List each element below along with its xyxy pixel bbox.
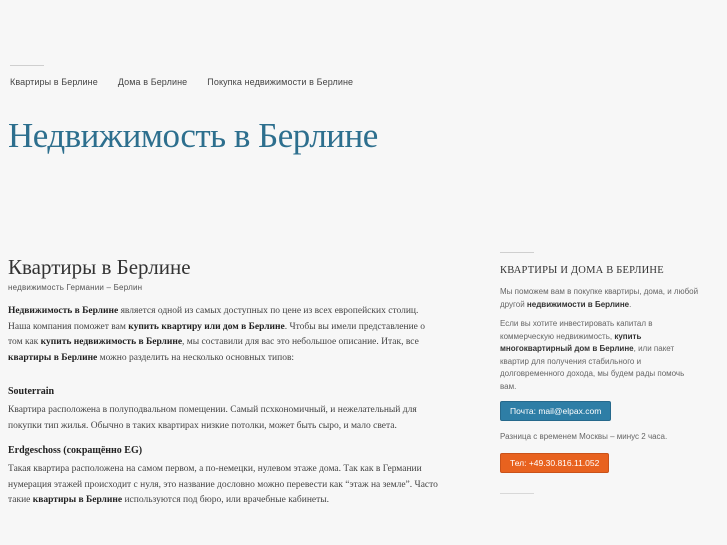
section-heading-erdgeschoss: Erdgeschoss (сокращённо EG) — [8, 445, 143, 456]
top-divider — [10, 65, 44, 66]
intro-bold-1: Недвижимость в Берлине — [8, 306, 119, 316]
nav-item-houses[interactable]: Дома в Берлине — [117, 77, 188, 87]
sidebar-p1-end: . — [629, 299, 632, 309]
sidebar-p1-bold: недвижимости в Берлине — [526, 299, 630, 309]
sidebar-paragraph-2 — [500, 318, 700, 393]
nav-item-apartments[interactable]: Квартиры в Берлине — [10, 77, 98, 87]
nav-item-purchase[interactable]: Покупка недвижимости в Берлине — [207, 77, 354, 87]
time-note: Разница с временем Москвы – минус 2 часа. — [500, 432, 668, 441]
sidebar-p2-end: , или пакет квартир для получения стабильного и долговременного дохода, мы будем рады помочь вам. — [500, 344, 685, 391]
sidebar-p2-text: Если вы хотите инвестировать капитал в коммерческую недвижимость, — [500, 319, 653, 341]
intro-bold-5: купить недвижимость в Берлине — [40, 337, 183, 347]
email-button[interactable]: Почта: mail@elpax.com — [500, 401, 611, 421]
section-text-souterrain: Квартира расположена в полуподвальном помещении. Самый псхкономичный, и нежелательный для покупки тип жилья. Обычно в таких квартирах низкие потолки, может быть сыро, и мало света. — [8, 405, 417, 431]
main-content — [8, 255, 440, 509]
eg-text-1: Такая квартира расположена на самом первом, а по-немецки, нулевом этаже дома. Так как в Германии нумерация этажей происходит с нуля, это название дословно можно перевести как “этаж на земле”. Часто такие — [8, 464, 438, 505]
article-title: Квартиры в Берлине — [8, 255, 191, 279]
intro-bold-7: квартиры в Берлине — [8, 352, 98, 363]
intro-text-4: . Чтобы вы имели представление о том как — [8, 321, 426, 347]
intro-text-6: , мы составили для вас это небольшое описание. Итак, все — [182, 337, 419, 347]
main-nav — [10, 77, 373, 87]
intro-paragraph — [8, 304, 440, 366]
section-text-erdgeschoss — [8, 462, 440, 509]
eg-text-3: используются под бюро, или врачебные кабинеты. — [122, 495, 330, 505]
sidebar-divider-bottom — [500, 493, 534, 494]
sidebar-p1-text: Мы поможем вам в покупке квартиры, дома, и любой другой — [500, 287, 699, 309]
site-title[interactable]: Недвижимость в Берлине — [8, 116, 378, 155]
sidebar-divider — [500, 252, 534, 253]
intro-bold-3: купить квартиру или дом в Берлине — [128, 321, 285, 332]
sidebar-p2-bold: купить многоквартирный дом в Берлине — [500, 331, 642, 353]
sidebar-paragraph-1 — [500, 286, 700, 311]
intro-text-8: можно разделить на несколько основных типов: — [97, 352, 295, 363]
eg-bold-2: квартиры в Берлине — [32, 495, 123, 505]
section-heading-souterrain: Souterrain — [8, 386, 55, 397]
sidebar-title: КВАРТИРЫ И ДОМА В БЕРЛИНЕ — [500, 265, 664, 276]
article-subtitle: недвижимость Германии – Берлин — [8, 283, 143, 292]
intro-text-2: является одной из самых доступных по цене из всех европейских столиц. Наша компания поможет вам — [8, 306, 419, 332]
phone-button[interactable]: Тел: +49.30.816.11.052 — [500, 453, 609, 473]
sidebar — [500, 252, 700, 494]
